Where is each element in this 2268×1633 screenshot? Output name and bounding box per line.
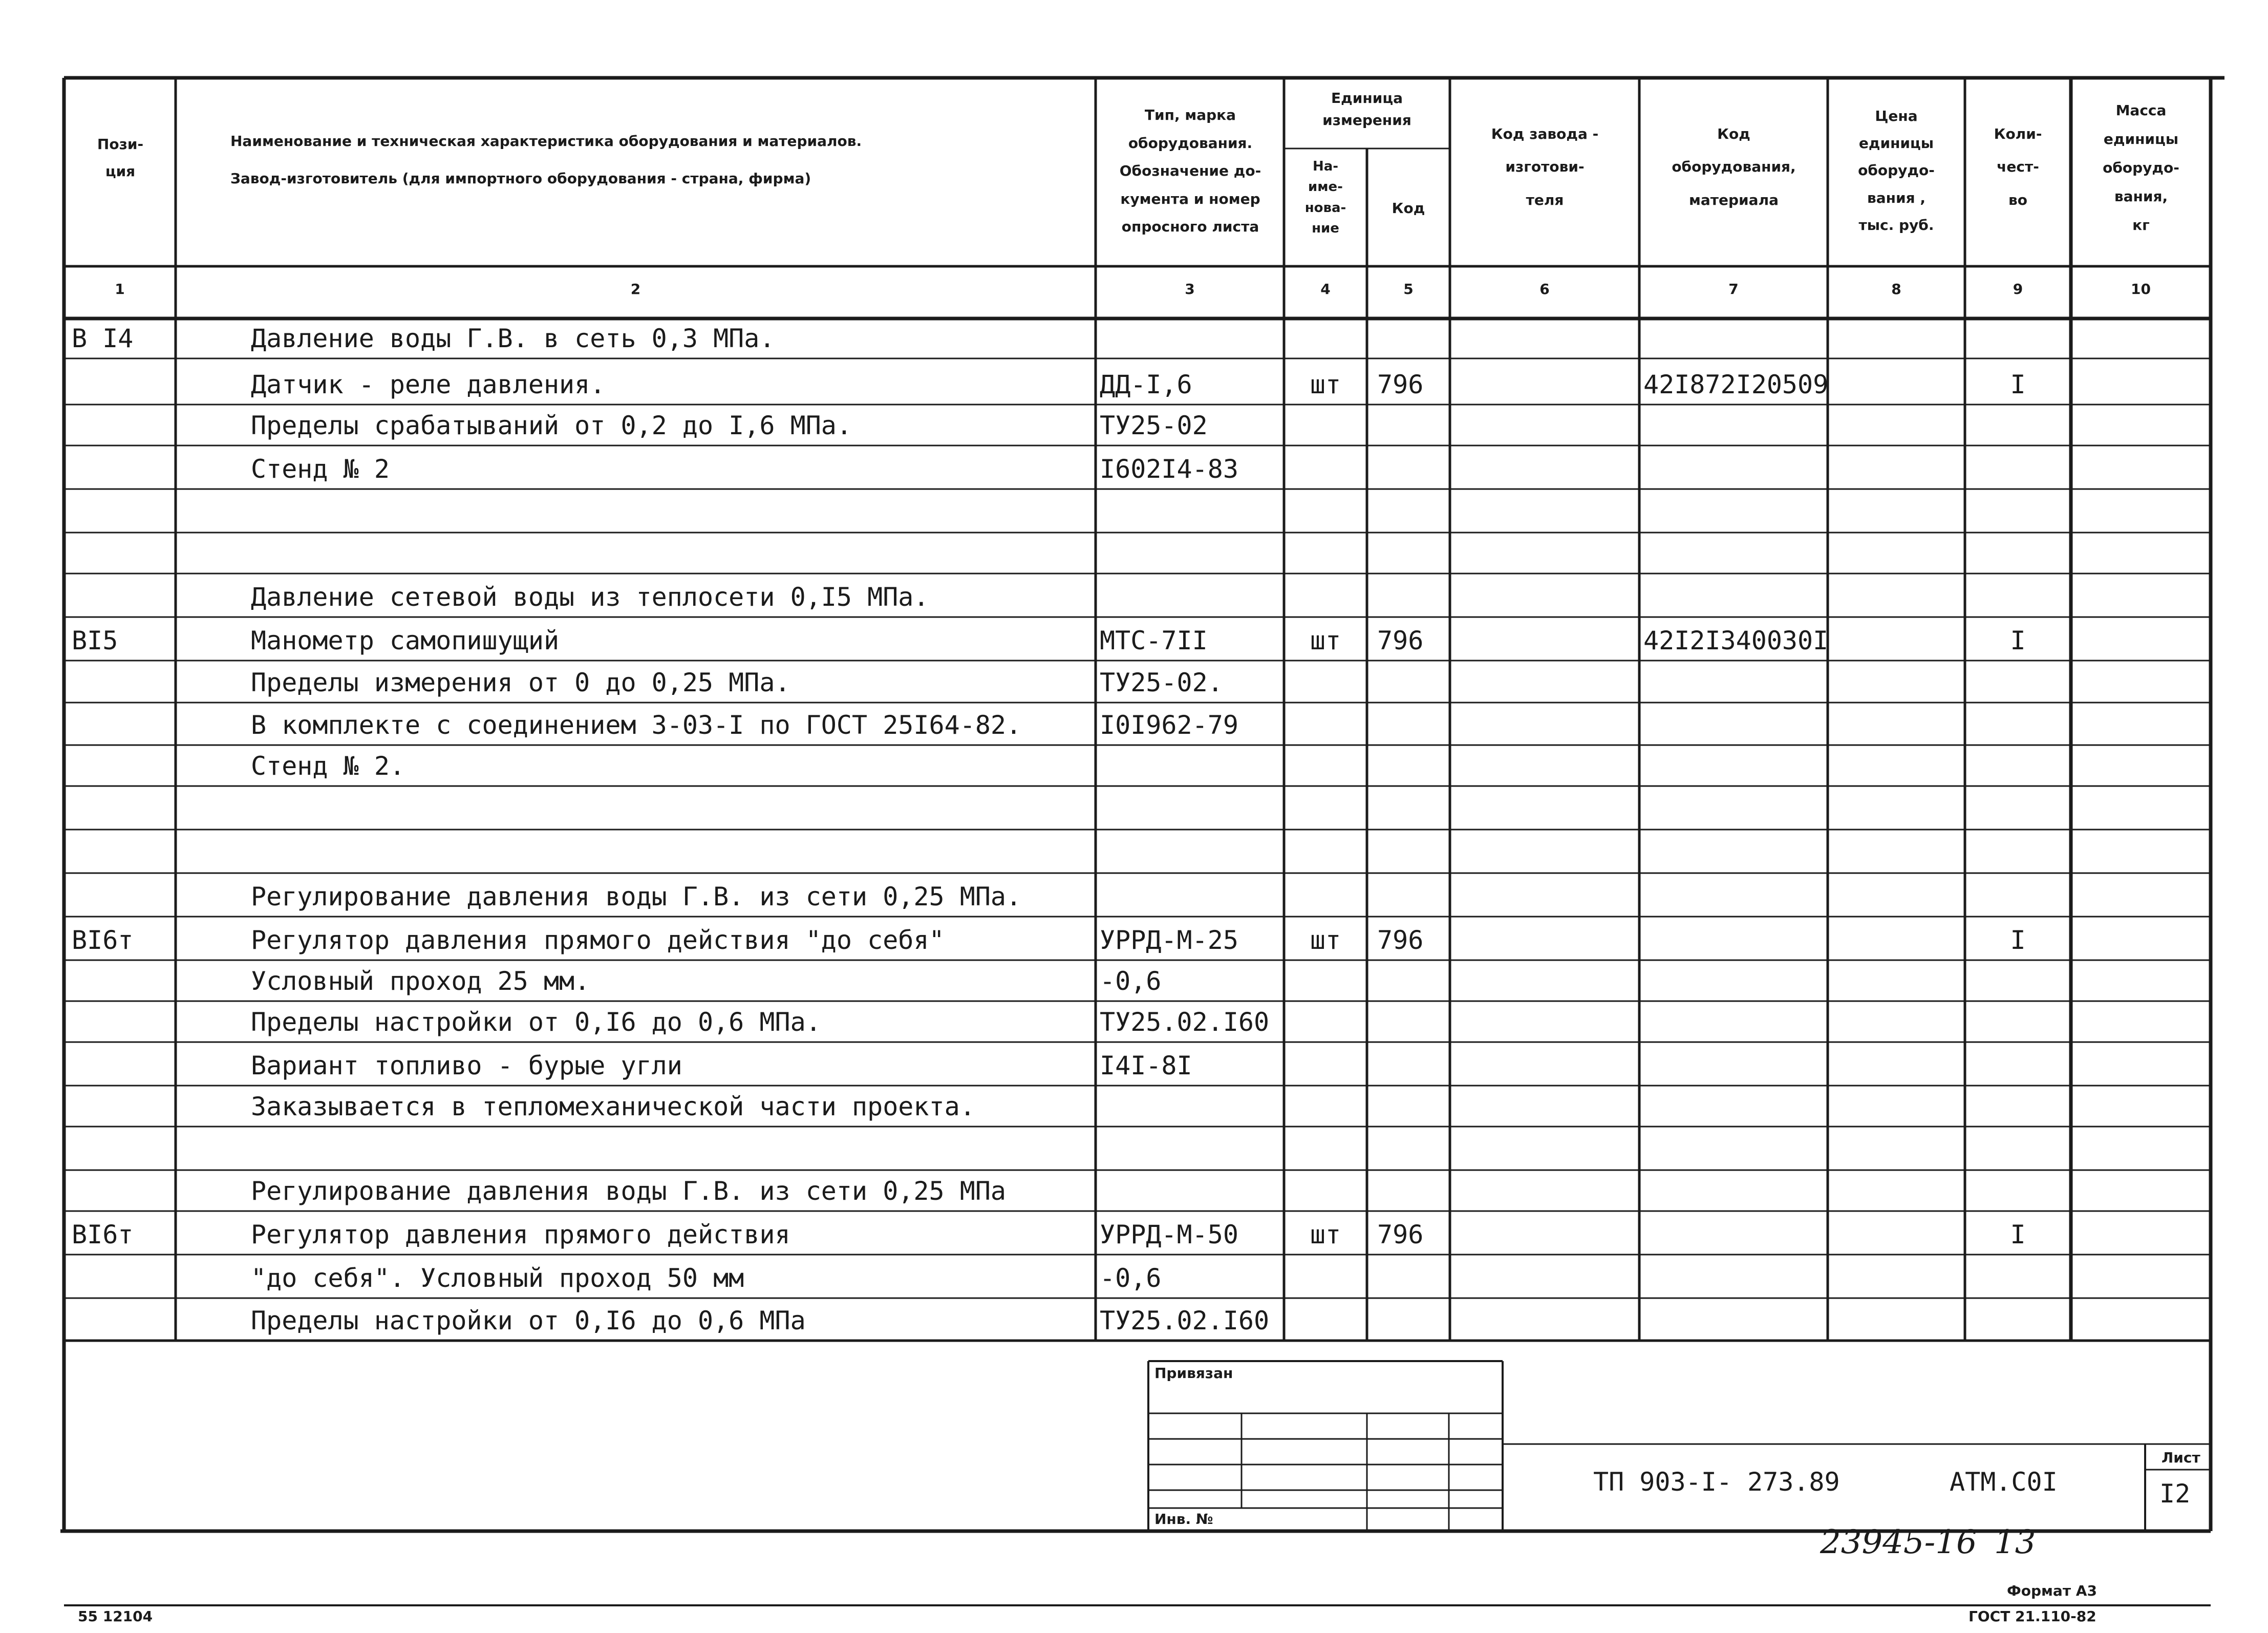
header-equipment-code-line2: оборудования, <box>1672 158 1796 176</box>
column-number-7: 7 <box>1728 281 1739 298</box>
cell-name: Условный проход 25 мм. <box>251 966 590 996</box>
column-number-2: 2 <box>630 281 641 298</box>
header-unit-name-line1: На- <box>1312 159 1339 174</box>
column-number-1: 1 <box>115 281 125 298</box>
cell-name: Манометр самопишущий <box>251 626 560 655</box>
cell-code: 796 <box>1377 370 1424 399</box>
cell-code: 796 <box>1377 1220 1424 1249</box>
cell-name: Пределы настройки от 0,I6 до 0,6 МПа <box>251 1306 806 1335</box>
header-equipment-code-line1: Код <box>1717 125 1750 142</box>
cell-unit: шт <box>1310 1220 1341 1249</box>
header-unit-name-line2: име- <box>1308 179 1343 195</box>
cell-name: Стенд № 2. <box>251 751 405 781</box>
column-number-4: 4 <box>1320 281 1331 298</box>
cell-type: I602I4-83 <box>1100 454 1238 484</box>
cell-code: 796 <box>1377 925 1424 955</box>
cell-type: ДД-I,6 <box>1100 370 1192 399</box>
cell-type: МТС-7II <box>1100 626 1208 655</box>
handwritten-inventory-number: 23945-16 <box>1820 1523 1977 1561</box>
cell-pos: ВI6т <box>72 1220 134 1249</box>
header-price-line2: единицы <box>1858 135 1934 152</box>
header-plant-code <box>1451 118 1638 217</box>
header-quantity-line3: во <box>2008 191 2027 208</box>
cell-unit: шт <box>1310 626 1341 655</box>
cell-unit: шт <box>1310 925 1341 955</box>
header-price-line1: Цена <box>1875 108 1918 124</box>
header-plant-code-line3: теля <box>1526 191 1564 208</box>
cell-name: В комплекте с соединением 3-03-I по ГОСТ 25I64-82. <box>251 710 1022 740</box>
header-plant-code-line1: Код завода - <box>1491 125 1599 142</box>
header-mass-line2: единицы <box>2103 131 2179 147</box>
cell-type: ТУ25.02.I60 <box>1100 1306 1270 1335</box>
print-code: 55 12104 <box>78 1608 153 1625</box>
stamp-sheet-label: Лист <box>2162 1449 2200 1466</box>
header-mass-line5: кг <box>2132 217 2150 234</box>
cell-type: -0,6 <box>1100 1263 1162 1293</box>
header-unit-name-line4: ние <box>1312 220 1339 236</box>
cell-name: Давление сетевой воды из теплосети 0,I5 МПа. <box>251 582 929 612</box>
cell-type: -0,6 <box>1100 966 1162 996</box>
header-price-line4: вания , <box>1867 189 1925 206</box>
cell-name: Пределы срабатываний от 0,2 до I,6 МПа. <box>251 411 852 440</box>
cell-qty: I <box>2010 1220 2026 1249</box>
header-unit-name <box>1285 156 1366 239</box>
stamp-document-code: ТП 903-I- 273.89 <box>1593 1467 1840 1497</box>
cell-qty: I <box>2010 626 2026 655</box>
header-unit-group-line1: Единица <box>1331 90 1403 107</box>
header-mass <box>2072 96 2210 240</box>
cell-type: ТУ25.02.I60 <box>1100 1007 1270 1037</box>
header-type-line2: оборудования. <box>1128 134 1253 152</box>
column-number-8: 8 <box>1891 281 1901 298</box>
cell-type: I0I962-79 <box>1100 710 1238 740</box>
header-type-line3: Обозначение до- <box>1119 162 1261 180</box>
handwritten-page-number: 13 <box>1994 1523 2036 1561</box>
cell-unit: шт <box>1310 370 1341 399</box>
stamp-inventory-label: Инв. № <box>1154 1511 1213 1528</box>
cell-qty: I <box>2010 925 2026 955</box>
header-plant-code-line2: изготови- <box>1505 158 1585 176</box>
cell-type: УРРД-М-50 <box>1100 1220 1238 1249</box>
column-number-5: 5 <box>1403 281 1414 298</box>
header-mass-line3: оборудо- <box>2103 159 2179 176</box>
header-unit-name-line3: нова- <box>1304 200 1346 216</box>
cell-equip: 42I2I340030I <box>1643 626 1829 655</box>
header-type <box>1098 101 1282 241</box>
cell-equip: 42I872I20509 <box>1643 370 1829 399</box>
cell-qty: I <box>2010 370 2026 399</box>
cell-type: УРРД-М-25 <box>1100 925 1238 955</box>
header-type-line1: Тип, марка <box>1144 107 1236 123</box>
header-quantity-line2: чест- <box>1997 158 2039 176</box>
header-type-line5: опросного листа <box>1121 218 1259 236</box>
cell-type: ТУ25-02 <box>1100 411 1208 440</box>
cell-name: "до себя". Условный проход 50 мм <box>251 1263 744 1293</box>
header-mass-line1: Масса <box>2115 102 2167 119</box>
header-position-line2: ция <box>105 163 136 180</box>
cell-name: Регулятор давления прямого действия <box>251 1220 790 1249</box>
cell-name: Пределы измерения от 0 до 0,25 МПа. <box>251 668 790 697</box>
column-number-6: 6 <box>1539 281 1550 298</box>
header-type-line4: кумента и номер <box>1120 190 1260 207</box>
cell-name: Регулирование давления воды Г.В. из сети 0,25 МПа <box>251 1176 1007 1206</box>
stamp-section-code: АТМ.С0I <box>1950 1467 2058 1497</box>
cell-code: 796 <box>1377 626 1424 655</box>
cell-name: Заказывается в тепломеханической части проекта. <box>251 1092 975 1121</box>
format-label: Формат А3 <box>2007 1582 2097 1599</box>
header-price <box>1829 102 1964 239</box>
column-number-10: 10 <box>2131 281 2151 298</box>
stamp-bound-label: Привязан <box>1154 1365 1233 1382</box>
header-equipment-code-line3: материала <box>1689 191 1779 208</box>
column-number-3: 3 <box>1185 281 1195 298</box>
header-position-line1: Пози- <box>97 136 144 153</box>
cell-name: Вариант топливо - бурые угли <box>251 1051 682 1080</box>
cell-pos: ВI6т <box>72 925 134 955</box>
cell-type: I4I-8I <box>1100 1051 1192 1080</box>
column-number-9: 9 <box>2013 281 2023 298</box>
gost-label: ГОСТ 21.110-82 <box>1969 1608 2096 1625</box>
cell-name: Пределы настройки от 0,I6 до 0,6 МПа. <box>251 1007 821 1037</box>
header-price-line3: оборудо- <box>1858 162 1935 179</box>
header-position <box>67 131 174 185</box>
header-equipment-code <box>1641 118 1827 217</box>
header-name <box>179 123 1142 198</box>
header-price-line5: тыс. руб. <box>1858 216 1934 234</box>
cell-name: Датчик - реле давления. <box>251 370 606 399</box>
header-name-line1: Наименование и техническая характеристика оборудования и материалов. <box>230 133 862 150</box>
header-unit-code <box>1368 195 1449 222</box>
cell-name: Регулирование давления воды Г.В. из сети 0,25 МПа. <box>251 882 1022 911</box>
cell-name: Давление воды Г.В. в сеть 0,3 МПа. <box>251 324 775 353</box>
header-name-line2: Завод-изготовитель (для импортного оборудования - страна, фирма) <box>230 169 811 187</box>
cell-type: ТУ25-02. <box>1100 668 1223 697</box>
header-quantity <box>1966 118 2070 217</box>
header-mass-line4: вания, <box>2114 188 2168 205</box>
header-unit-code-text: Код <box>1392 200 1425 217</box>
cell-pos: В I4 <box>72 324 134 353</box>
header-unit-group <box>1285 87 1449 132</box>
header-unit-group-line2: измерения <box>1322 112 1411 129</box>
cell-name: Стенд № 2 <box>251 454 390 484</box>
cell-pos: ВI5 <box>72 626 118 655</box>
header-quantity-line1: Коли- <box>1994 125 2042 142</box>
cell-name: Регулятор давления прямого действия "до себя" <box>251 925 945 955</box>
stamp-sheet-number: I2 <box>2159 1479 2191 1509</box>
